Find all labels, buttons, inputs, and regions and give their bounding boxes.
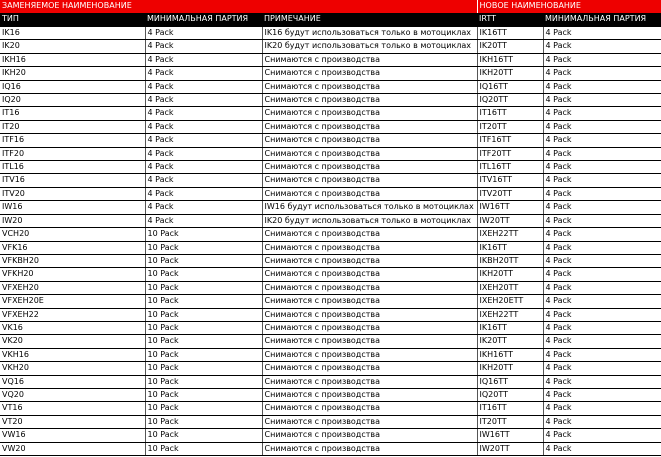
table-row xyxy=(0,442,661,455)
cell-note[interactable]: Снимаются с производства xyxy=(262,402,477,415)
cell-type[interactable]: IKH16 xyxy=(0,53,145,66)
cell-new-min-batch[interactable]: 4 Pack xyxy=(543,94,661,107)
cell-type[interactable]: VFKBH20 xyxy=(0,254,145,267)
table-row xyxy=(0,147,661,160)
table-row xyxy=(0,375,661,388)
cell-min-batch[interactable]: 10 Pack xyxy=(145,335,262,348)
cell-min-batch[interactable]: 10 Pack xyxy=(145,308,262,321)
cell-irtt[interactable]: ITV20TT xyxy=(477,187,543,200)
cell-irtt[interactable]: IT20TT xyxy=(477,415,543,428)
cell-new-min-batch[interactable]: 4 Pack xyxy=(543,214,661,227)
cell-irtt[interactable]: IXEH22TT xyxy=(477,228,543,241)
cell-note[interactable]: Снимаются с производства xyxy=(262,415,477,428)
cell-type[interactable]: VKH20 xyxy=(0,362,145,375)
table-row xyxy=(0,321,661,334)
cell-irtt[interactable]: IT20TT xyxy=(477,120,543,133)
cell-irtt[interactable]: ITF20TT xyxy=(477,147,543,160)
table-row xyxy=(0,161,661,174)
table-row xyxy=(0,281,661,294)
cell-irtt[interactable]: IK20TT xyxy=(477,335,543,348)
cell-min-batch[interactable]: 4 Pack xyxy=(145,40,262,53)
cell-min-batch[interactable]: 4 Pack xyxy=(145,94,262,107)
cell-irtt[interactable]: IKH20TT xyxy=(477,362,543,375)
table-row xyxy=(0,308,661,321)
cell-min-batch[interactable]: 10 Pack xyxy=(145,402,262,415)
table-row xyxy=(0,27,661,40)
cell-new-min-batch[interactable]: 4 Pack xyxy=(543,201,661,214)
cell-new-min-batch[interactable]: 4 Pack xyxy=(543,254,661,267)
cell-type[interactable]: VFK16 xyxy=(0,241,145,254)
cell-new-min-batch[interactable]: 4 Pack xyxy=(543,134,661,147)
group-header-row xyxy=(0,0,661,13)
cell-min-batch[interactable]: 10 Pack xyxy=(145,281,262,294)
cell-min-batch[interactable]: 10 Pack xyxy=(145,241,262,254)
cell-type[interactable]: VFXEH22 xyxy=(0,308,145,321)
cell-irtt[interactable]: ITL16TT xyxy=(477,161,543,174)
table-row xyxy=(0,362,661,375)
cell-type[interactable]: IK20 xyxy=(0,40,145,53)
cell-note[interactable]: Снимаются с производства xyxy=(262,187,477,200)
cell-min-batch[interactable]: 4 Pack xyxy=(145,27,262,40)
cell-new-min-batch[interactable]: 4 Pack xyxy=(543,241,661,254)
cell-note[interactable]: Снимаются с производства xyxy=(262,53,477,66)
cell-irtt[interactable]: IXEH22TT xyxy=(477,308,543,321)
cell-type[interactable]: VW16 xyxy=(0,429,145,442)
cell-note[interactable]: Снимаются с производства xyxy=(262,429,477,442)
cell-irtt[interactable]: IKH20TT xyxy=(477,67,543,80)
cell-note[interactable]: Снимаются с производства xyxy=(262,388,477,401)
table-row xyxy=(0,120,661,133)
cell-note[interactable]: Снимаются с производства xyxy=(262,241,477,254)
cell-note[interactable]: Снимаются с производства xyxy=(262,174,477,187)
cell-irtt[interactable]: IKH20TT xyxy=(477,268,543,281)
table-row xyxy=(0,67,661,80)
table-row xyxy=(0,335,661,348)
cell-new-min-batch[interactable]: 4 Pack xyxy=(543,415,661,428)
cell-type[interactable]: IKH20 xyxy=(0,67,145,80)
cell-note[interactable]: IW16 будут использоваться только в мотоциклах xyxy=(262,201,477,214)
cell-note[interactable]: Снимаются с производства xyxy=(262,321,477,334)
cell-new-min-batch[interactable]: 4 Pack xyxy=(543,161,661,174)
cell-min-batch[interactable]: 10 Pack xyxy=(145,362,262,375)
cell-min-batch[interactable]: 10 Pack xyxy=(145,268,262,281)
cell-irtt[interactable]: IQ20TT xyxy=(477,388,543,401)
cell-min-batch[interactable]: 4 Pack xyxy=(145,80,262,93)
cell-note[interactable]: Снимаются с производства xyxy=(262,120,477,133)
table-row xyxy=(0,402,661,415)
cell-note[interactable]: Снимаются с производства xyxy=(262,134,477,147)
table-row xyxy=(0,295,661,308)
cell-new-min-batch[interactable]: 4 Pack xyxy=(543,187,661,200)
cell-min-batch[interactable]: 4 Pack xyxy=(145,147,262,160)
cell-min-batch[interactable]: 4 Pack xyxy=(145,134,262,147)
cell-type[interactable]: IQ20 xyxy=(0,94,145,107)
cell-new-min-batch[interactable]: 4 Pack xyxy=(543,107,661,120)
cell-new-min-batch[interactable]: 4 Pack xyxy=(543,53,661,66)
table-row xyxy=(0,53,661,66)
cell-min-batch[interactable]: 10 Pack xyxy=(145,388,262,401)
cell-new-min-batch[interactable]: 4 Pack xyxy=(543,228,661,241)
cell-type[interactable]: VFXEH20 xyxy=(0,281,145,294)
cell-type[interactable]: VFXEH20E xyxy=(0,295,145,308)
cell-note[interactable]: Снимаются с производства xyxy=(262,161,477,174)
cell-new-min-batch[interactable]: 4 Pack xyxy=(543,27,661,40)
cell-type[interactable]: VCH20 xyxy=(0,228,145,241)
cell-type[interactable]: VT20 xyxy=(0,415,145,428)
cell-type[interactable]: IT16 xyxy=(0,107,145,120)
cell-irtt[interactable]: IW16TT xyxy=(477,201,543,214)
cell-note[interactable]: IK20 будут использоваться только в мотоциклах xyxy=(262,40,477,53)
table-row xyxy=(0,268,661,281)
cell-note[interactable]: Снимаются с производства xyxy=(262,308,477,321)
cell-new-min-batch[interactable]: 4 Pack xyxy=(543,388,661,401)
cell-type[interactable]: IW20 xyxy=(0,214,145,227)
cell-type[interactable]: IW16 xyxy=(0,201,145,214)
group-new-name: НОВОЕ НАИМЕНОВАНИЕ xyxy=(477,0,661,13)
cell-irtt[interactable]: IT16TT xyxy=(477,402,543,415)
cell-new-min-batch[interactable]: 4 Pack xyxy=(543,348,661,361)
cell-irtt[interactable]: IKH16TT xyxy=(477,53,543,66)
cell-note[interactable]: IK20 будут использоваться только в мотоциклах xyxy=(262,214,477,227)
cell-note[interactable]: Снимаются с производства xyxy=(262,147,477,160)
cell-type[interactable]: IT20 xyxy=(0,120,145,133)
table-row xyxy=(0,187,661,200)
cell-note[interactable]: IK16 будут использоваться только в мотоциклах xyxy=(262,27,477,40)
header-min-batch: МИНИМАЛЬНАЯ ПАРТИЯ xyxy=(145,13,262,27)
cell-note[interactable]: Снимаются с производства xyxy=(262,281,477,294)
cell-new-min-batch[interactable]: 4 Pack xyxy=(543,321,661,334)
cell-irtt[interactable]: IQ16TT xyxy=(477,80,543,93)
table-row xyxy=(0,80,661,93)
cell-min-batch[interactable]: 4 Pack xyxy=(145,53,262,66)
cell-min-batch[interactable]: 10 Pack xyxy=(145,295,262,308)
cell-type[interactable]: IK16 xyxy=(0,27,145,40)
column-header-row xyxy=(0,13,661,27)
table-row xyxy=(0,429,661,442)
cell-min-batch[interactable]: 10 Pack xyxy=(145,348,262,361)
cell-new-min-batch[interactable]: 4 Pack xyxy=(543,40,661,53)
table-row xyxy=(0,228,661,241)
cell-new-min-batch[interactable]: 4 Pack xyxy=(543,335,661,348)
table-row xyxy=(0,94,661,107)
cell-note[interactable]: Снимаются с производства xyxy=(262,375,477,388)
cell-min-batch[interactable]: 10 Pack xyxy=(145,321,262,334)
cell-new-min-batch[interactable]: 4 Pack xyxy=(543,442,661,455)
table-row xyxy=(0,254,661,267)
table-row xyxy=(0,107,661,120)
cell-note[interactable]: Снимаются с производства xyxy=(262,107,477,120)
cell-min-batch[interactable]: 4 Pack xyxy=(145,67,262,80)
cell-new-min-batch[interactable]: 4 Pack xyxy=(543,281,661,294)
cell-irtt[interactable]: IW20TT xyxy=(477,442,543,455)
cell-min-batch[interactable]: 10 Pack xyxy=(145,254,262,267)
cell-new-min-batch[interactable]: 4 Pack xyxy=(543,147,661,160)
cell-irtt[interactable]: IQ20TT xyxy=(477,94,543,107)
cell-type[interactable]: VFKH20 xyxy=(0,268,145,281)
cell-irtt[interactable]: IK16TT xyxy=(477,321,543,334)
cell-type[interactable]: VK16 xyxy=(0,321,145,334)
table-row xyxy=(0,174,661,187)
cell-note[interactable]: Снимаются с производства xyxy=(262,442,477,455)
header-new-min-batch: МИНИМАЛЬНАЯ ПАРТИЯ xyxy=(543,13,661,27)
header-note: ПРИМЕЧАНИЕ xyxy=(262,13,477,27)
cell-type[interactable]: ITF16 xyxy=(0,134,145,147)
cell-irtt[interactable]: IW16TT xyxy=(477,429,543,442)
cell-min-batch[interactable]: 10 Pack xyxy=(145,415,262,428)
cell-new-min-batch[interactable]: 4 Pack xyxy=(543,120,661,133)
header-irtt: IRTT xyxy=(477,13,543,27)
cell-irtt[interactable]: IK20TT xyxy=(477,40,543,53)
header-type: ТИП xyxy=(0,13,145,27)
cell-note[interactable]: Снимаются с производства xyxy=(262,295,477,308)
table-row xyxy=(0,40,661,53)
cell-type[interactable]: VT16 xyxy=(0,402,145,415)
cell-note[interactable]: Снимаются с производства xyxy=(262,254,477,267)
cell-min-batch[interactable]: 10 Pack xyxy=(145,228,262,241)
cell-new-min-batch[interactable]: 4 Pack xyxy=(543,429,661,442)
cell-new-min-batch[interactable]: 4 Pack xyxy=(543,80,661,93)
cell-note[interactable]: Снимаются с производства xyxy=(262,268,477,281)
table-row xyxy=(0,201,661,214)
cell-note[interactable]: Снимаются с производства xyxy=(262,348,477,361)
cell-type[interactable]: ITV16 xyxy=(0,174,145,187)
cell-type[interactable]: ITL16 xyxy=(0,161,145,174)
cell-note[interactable]: Снимаются с производства xyxy=(262,362,477,375)
cell-min-batch[interactable]: 10 Pack xyxy=(145,375,262,388)
cell-irtt[interactable]: IW20TT xyxy=(477,214,543,227)
cell-irtt[interactable]: IQ16TT xyxy=(477,375,543,388)
cell-min-batch[interactable]: 4 Pack xyxy=(145,107,262,120)
cell-new-min-batch[interactable]: 4 Pack xyxy=(543,402,661,415)
cell-new-min-batch[interactable]: 4 Pack xyxy=(543,268,661,281)
cell-min-batch[interactable]: 4 Pack xyxy=(145,120,262,133)
cell-note[interactable]: Снимаются с производства xyxy=(262,228,477,241)
table-row xyxy=(0,388,661,401)
cell-type[interactable]: IQ16 xyxy=(0,80,145,93)
cell-irtt[interactable]: IK16TT xyxy=(477,241,543,254)
cell-irtt[interactable]: IXEH20TT xyxy=(477,281,543,294)
cell-min-batch[interactable]: 4 Pack xyxy=(145,214,262,227)
cell-min-batch[interactable]: 4 Pack xyxy=(145,201,262,214)
cell-min-batch[interactable]: 4 Pack xyxy=(145,174,262,187)
cell-note[interactable]: Снимаются с производства xyxy=(262,94,477,107)
cell-min-batch[interactable]: 4 Pack xyxy=(145,187,262,200)
group-old-name: ЗАМЕНЯЕМОЕ НАИМЕНОВАНИЕ xyxy=(0,0,477,13)
cell-note[interactable]: Снимаются с производства xyxy=(262,80,477,93)
cell-irtt[interactable]: ITV16TT xyxy=(477,174,543,187)
cell-irtt[interactable]: IT16TT xyxy=(477,107,543,120)
cell-min-batch[interactable]: 10 Pack xyxy=(145,429,262,442)
cell-type[interactable]: VQ20 xyxy=(0,388,145,401)
cell-min-batch[interactable]: 4 Pack xyxy=(145,161,262,174)
cell-new-min-batch[interactable]: 4 Pack xyxy=(543,174,661,187)
table-row xyxy=(0,241,661,254)
cell-irtt[interactable]: IKBH20TT xyxy=(477,254,543,267)
cell-irtt[interactable]: IXEH20ETT xyxy=(477,295,543,308)
cell-irtt[interactable]: IKH16TT xyxy=(477,348,543,361)
cell-new-min-batch[interactable]: 4 Pack xyxy=(543,67,661,80)
cell-type[interactable]: VKH16 xyxy=(0,348,145,361)
cell-type[interactable]: ITV20 xyxy=(0,187,145,200)
cell-min-batch[interactable]: 10 Pack xyxy=(145,442,262,455)
cell-note[interactable]: Снимаются с производства xyxy=(262,335,477,348)
cell-new-min-batch[interactable]: 4 Pack xyxy=(543,375,661,388)
cell-new-min-batch[interactable]: 4 Pack xyxy=(543,362,661,375)
cell-type[interactable]: VQ16 xyxy=(0,375,145,388)
cell-irtt[interactable]: IK16TT xyxy=(477,27,543,40)
cell-note[interactable]: Снимаются с производства xyxy=(262,67,477,80)
table-row xyxy=(0,348,661,361)
table-row xyxy=(0,214,661,227)
table-row xyxy=(0,134,661,147)
table-row xyxy=(0,415,661,428)
cell-type[interactable]: VW20 xyxy=(0,442,145,455)
cell-type[interactable]: VK20 xyxy=(0,335,145,348)
cell-irtt[interactable]: ITF16TT xyxy=(477,134,543,147)
cell-new-min-batch[interactable]: 4 Pack xyxy=(543,295,661,308)
cell-type[interactable]: ITF20 xyxy=(0,147,145,160)
cell-new-min-batch[interactable]: 4 Pack xyxy=(543,308,661,321)
